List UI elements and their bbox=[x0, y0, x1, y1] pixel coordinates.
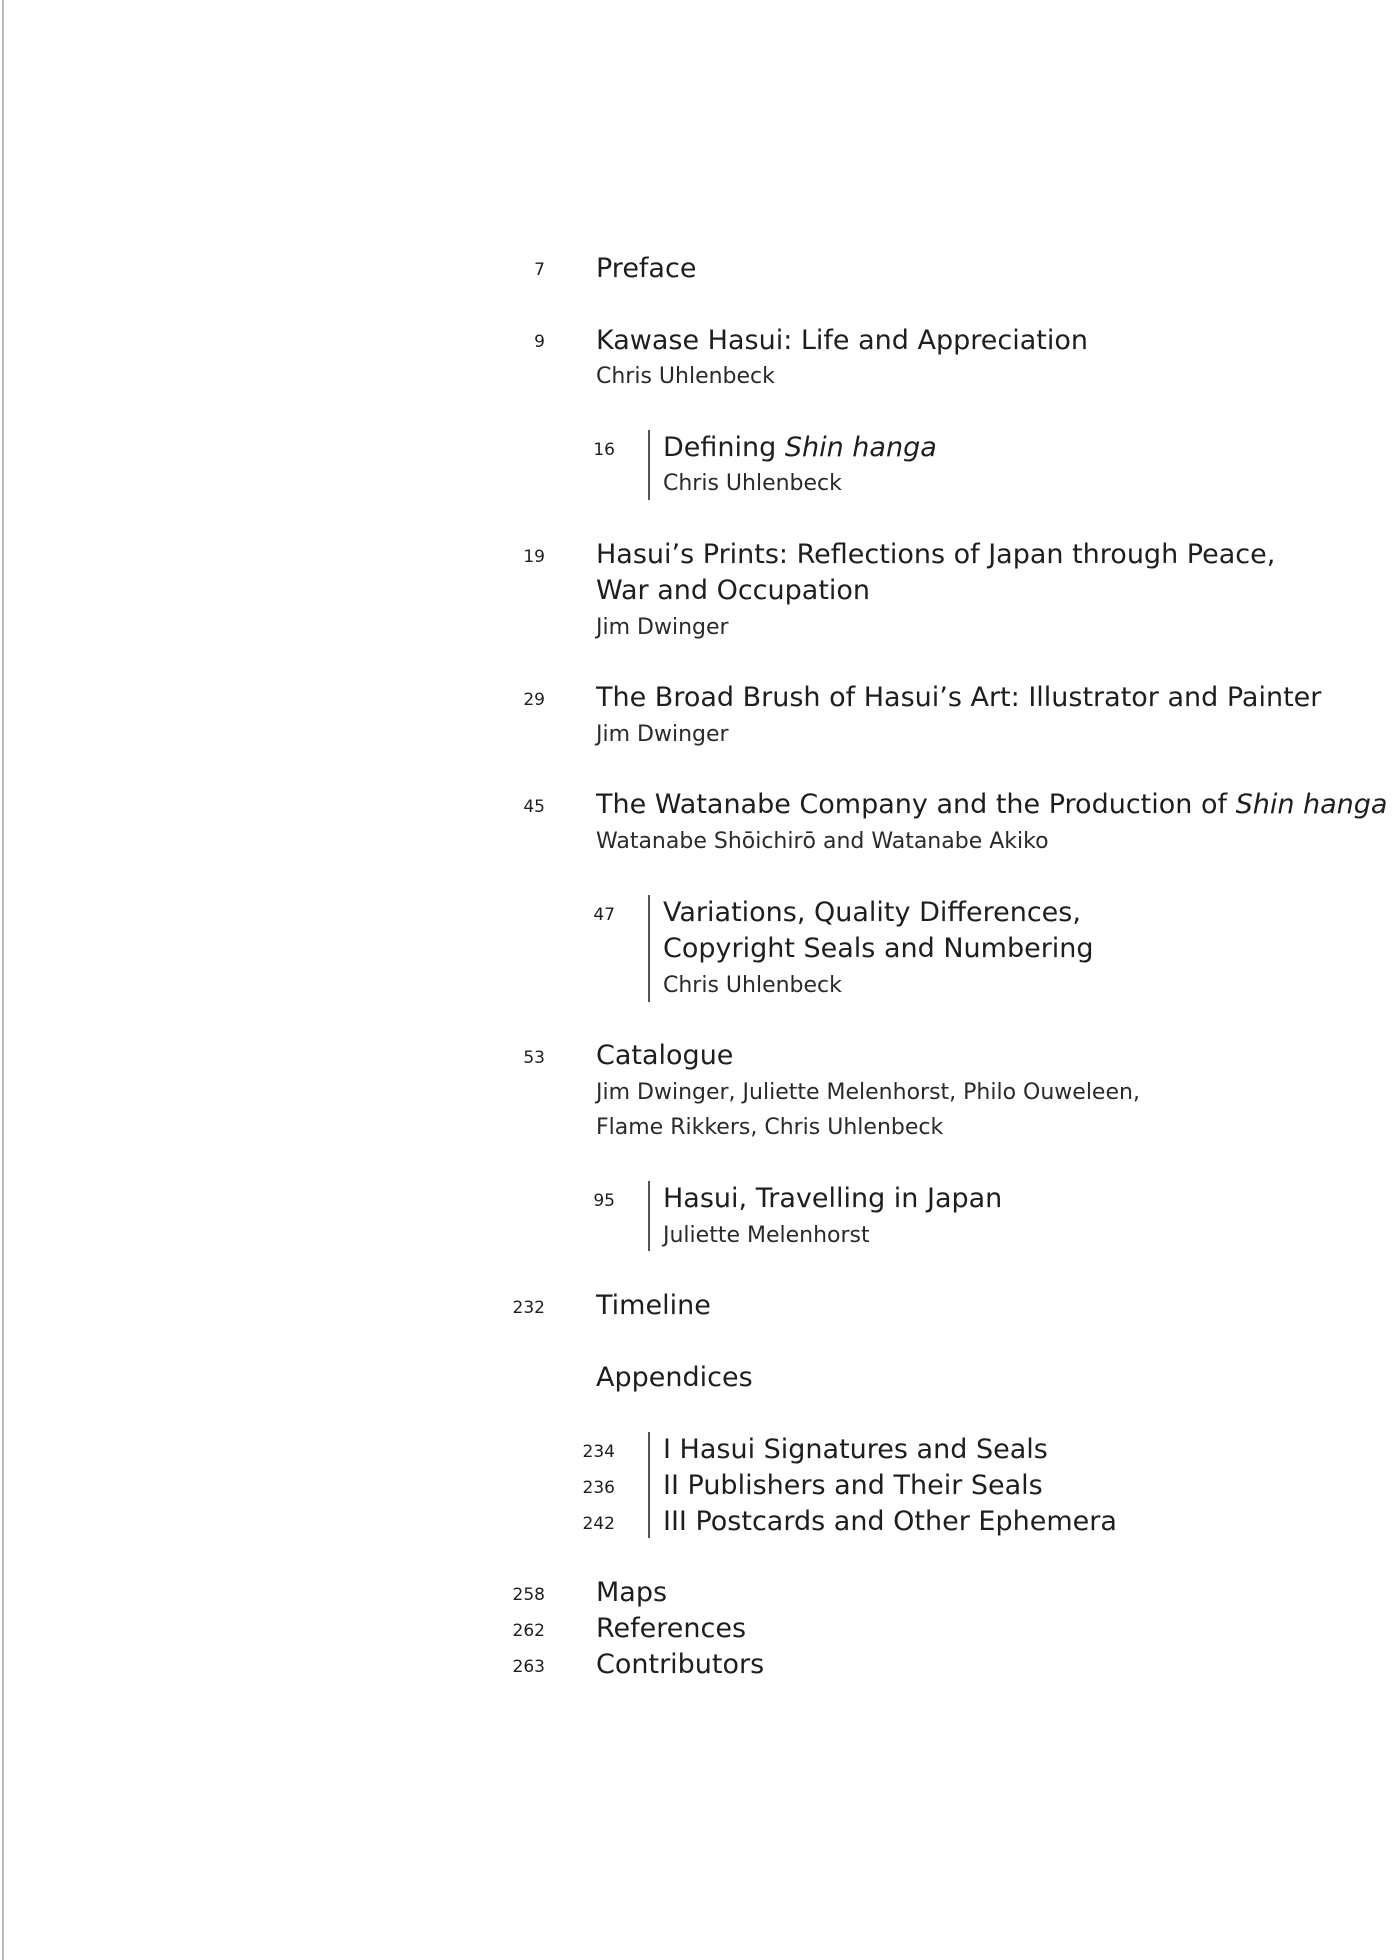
toc-entry-title[interactable] bbox=[663, 429, 937, 466]
toc-entry-title[interactable]: I Hasui Signatures and Seals bbox=[663, 1434, 1048, 1465]
toc-page-number: 242 bbox=[582, 1514, 615, 1534]
toc-entry-title[interactable]: References bbox=[596, 1613, 747, 1644]
toc-entry-title[interactable]: III Postcards and Other Ephemera bbox=[663, 1506, 1117, 1537]
sub-entry-rule bbox=[648, 1432, 650, 1538]
toc-entry-author: Chris Uhlenbeck bbox=[663, 973, 842, 998]
toc-page-number: 53 bbox=[523, 1048, 545, 1068]
toc-page-number: 232 bbox=[512, 1298, 545, 1318]
toc-page-number: 9 bbox=[534, 332, 545, 352]
toc-entry-author: Chris Uhlenbeck bbox=[663, 471, 842, 496]
toc-entry-author: Juliette Melenhorst bbox=[663, 1223, 870, 1248]
toc-entry-author: Chris Uhlenbeck bbox=[596, 364, 775, 389]
sub-entry-rule bbox=[648, 895, 650, 1002]
toc-page-number: 16 bbox=[593, 440, 615, 460]
toc-entry-title[interactable]: Maps bbox=[596, 1577, 668, 1608]
toc-page-number: 258 bbox=[512, 1585, 545, 1605]
toc-entry-author: Jim Dwinger bbox=[596, 722, 729, 747]
toc-entry-author: Watanabe Shōichirō and Watanabe Akiko bbox=[596, 829, 1049, 854]
toc-entry-title[interactable]: The Broad Brush of Hasui’s Art: Illustrator and Painter bbox=[596, 682, 1322, 713]
toc-entry-title[interactable]: Catalogue bbox=[596, 1040, 734, 1071]
toc-entry-title[interactable]: Hasui, Travelling in Japan bbox=[663, 1183, 1003, 1214]
toc-section-title[interactable]: Appendices bbox=[596, 1362, 753, 1393]
toc-page-number: 263 bbox=[512, 1657, 545, 1677]
toc-page-number: 262 bbox=[512, 1621, 545, 1641]
toc-page-number: 95 bbox=[593, 1191, 615, 1211]
title-italic-text: Shin hanga bbox=[784, 432, 937, 463]
toc-entry-title[interactable]: Variations, Quality Differences, bbox=[663, 897, 1081, 928]
toc-entry-title[interactable]: Hasui’s Prints: Reflections of Japan through Peace, bbox=[596, 539, 1276, 570]
toc-entry-title[interactable]: Contributors bbox=[596, 1649, 765, 1680]
toc-entry-title[interactable]: Timeline bbox=[596, 1290, 711, 1321]
title-text: The Watanabe Company and the Production of bbox=[596, 789, 1236, 820]
title-italic-text: Shin hanga bbox=[1235, 789, 1388, 820]
toc-entry-author-line2: Flame Rikkers, Chris Uhlenbeck bbox=[596, 1115, 944, 1140]
toc-page-number: 19 bbox=[523, 547, 545, 567]
sub-entry-rule bbox=[648, 1181, 650, 1251]
toc-entry-title-line2[interactable]: Copyright Seals and Numbering bbox=[663, 933, 1094, 964]
toc-page-number: 7 bbox=[534, 260, 545, 280]
sub-entry-rule bbox=[648, 430, 650, 500]
toc-entry-title[interactable]: Preface bbox=[596, 253, 697, 284]
toc-page-number: 236 bbox=[582, 1478, 615, 1498]
toc-page-number: 234 bbox=[582, 1442, 615, 1462]
toc-page-number: 47 bbox=[593, 905, 615, 925]
title-text: Defining bbox=[663, 432, 785, 463]
toc-entry-title[interactable]: II Publishers and Their Seals bbox=[663, 1470, 1043, 1501]
toc-entry-author: Jim Dwinger, Juliette Melenhorst, Philo Ouweleen, bbox=[596, 1080, 1140, 1105]
page-edge-line bbox=[2, 0, 4, 1960]
toc-entry-title[interactable]: Kawase Hasui: Life and Appreciation bbox=[596, 325, 1088, 356]
toc-entry-title-line2[interactable]: War and Occupation bbox=[596, 575, 871, 606]
toc-entry-author: Jim Dwinger bbox=[596, 615, 729, 640]
toc-page-number: 45 bbox=[523, 797, 545, 817]
toc-entry-title[interactable] bbox=[596, 786, 1387, 823]
toc-page-number: 29 bbox=[523, 690, 545, 710]
